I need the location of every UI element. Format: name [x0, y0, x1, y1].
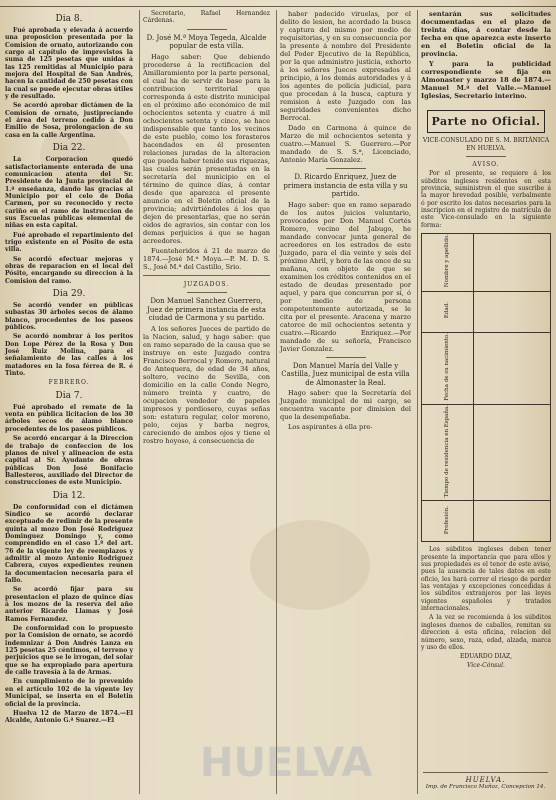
paragraph: A la vez se recomienda á los súbditos ingleses duenos de caballos, remitan su direccion á esta oficina, relacion del número, sexo, raza, edad, alzada, marca y uso de ellos. — [421, 614, 551, 651]
paragraph: A los señores Jueces de partido de la Nacion, salud, y hago saber: que en ramo separado de la causa que se instruye en este Juzgado contra Francisco Berrocal y Romero, natural de Antequera, de edad de 34 años, soltero, vecino de Sevilla, con domicilio en la calle Conde Negro, número treinta y cuatro, de ocupacion vendedor de papeles impresos y pordiosero, cuyas señas son: estatura regular, color moreno, pelo, cejas y barba negros, careciendo de ambos ojos y tiene el rostro hoyoso, á consecuencia de — [143, 324, 270, 445]
notice-heading: D. Ricardo Enriquez, Juez de primera instancia de esta villa y su partido. — [283, 173, 408, 198]
paragraph: Se acordó vender en públicas subastas 30 árboles secos de álamo blanco, procedentes de los paseos públicos. — [5, 302, 133, 332]
section-parte-no-oficial: Parte no Oficial. — [427, 110, 545, 133]
paragraph: Por el presente, se requiere á los súbditos ingleses residentes en esta provincia, suministren el que suscribe á la mayor brevedad posible, verbalmente ó por escrito los datos necesarios para la inscripcion en el registro de matrícula de este Vice-consulado en la siguiente forma: — [421, 170, 551, 229]
heading-day-7: Dia 7. — [55, 390, 83, 401]
paragraph: Secretario, Rafael Hernandez Cárdenas. — [143, 10, 270, 25]
separator — [143, 275, 270, 276]
heading-day-12: Dia 12. — [52, 490, 86, 501]
notice-heading: Don Manuel Sanchez Guerrero, Juez de primera instancia de esta ciudad de Carmona y su partido. — [147, 297, 266, 323]
registry-field: Edad. — [422, 291, 474, 332]
paragraph: Hago saber: que en ramo separado de los autos juicios voluntario, provocados por Don Manuel Cortés Romero, vecino del Jabugo, he mandado convocar junta general de acreedores en los estrados de este Juzgado, para el dia veinte y seis del próximo Abril, y hora de las once de su mañana, con objeto de que se examinen los créditos contenidos en el estado de deudas presentado por aquel, y para que concurran por sí, ó por medio de persona competentemente autorizada, se le cita por el presente. Aracena y marzo catorce de mil ochocientos setenta y cuatro.—Ricardo Enriquez.—Por mandado de su señoría, Francisco Javier Gonzalez. — [280, 200, 411, 353]
heading-day-8: Dia 8. — [55, 14, 83, 24]
paragraph: Y para la publicidad correspondiente se fija en Almonaster y marzo 18 de 1874.—Manuel M.ª del Valle.—Manuel Iglesias, Secretario interino. — [421, 60, 551, 100]
paragraph: Los súbditos ingleses deben tener presente la importancia que para ellos y sus propiedades es el tenor de este aviso, pues la ausencia de tales datos en este oficio, les hará correr el riesgo de perder las ventajas y excepciones concedidas á los súbditos extranjeros por las leyes vigentes españoles y tratados internacionales. — [421, 546, 551, 613]
registry-field: Profesión. — [422, 501, 474, 542]
heading-day-29: Dia 29. — [52, 289, 86, 299]
paragraph: En cumplimiento de lo prevenido en el artículo 102 de la vigente ley Municipal, se inserta en el Boletin oficial de la provincia. — [5, 678, 133, 708]
watermark: HUELVA — [200, 740, 373, 786]
imprint-city: HUELVA. — [465, 776, 506, 784]
paragraph: Se acordó nombrar á los peritos Don Lope Pérez de la Rosa y Don José Ruiz Molina, para el señalamiento de las calles á los matadores en la fosa férrea de R. é Tinto. — [5, 333, 133, 378]
separator — [423, 772, 548, 773]
paragraph: Se acordó fijar para su presentacion el plazo de quince días á los mozos de la reserva del año anterior Ricardo Llamas y José Ramos Fernandez. — [5, 586, 133, 623]
paragraph: Hago saber: Que debiendo procederse á la rectificacion del Amillaramiento por la parte personal, el cual ha de servir de base para la contribucion territorial que corresponda á este distrito municipal en el próximo año económico de mil ochocientos setenta y cuatro á mil ochocientos setenta y cinco, se hace indispensable que tanto los vecinos de este pueblo, como los forasteros hacendados en él presenten relaciones juradas de la alteracion que pueda haber tenido sus riquezas, las cuales serán presentadas en la secretaría del municipio en el término de quince días, á contar desde que aparezca el presente anuncio en el Boletin oficial de la provincia; advirtiéndoles á los que dejen de presentarlas, que no serán oidos de agravios, sin contar con los demas perjuicios á que se hagan acreedores. — [143, 52, 270, 245]
imprint-printer: Imp. de Francisco Muñoz, Concepcion 14. — [425, 784, 546, 790]
paragraph: Fué aprobada y elevada á acuerdo una proposicion presentada por la Comision de ornato, autorizando con cargo al capítulo de imprevistos la suma de 125 pesetas que unidas á las 125 remitidas al Municipio para mejora del Hospital de San Andrés, hacen la cantidad de 250 pesetas con la cual se puede ejecutar obras útiles y de resultado. — [5, 27, 133, 101]
column-1 — [2, 10, 136, 794]
separator — [466, 156, 506, 157]
column-4 — [417, 10, 554, 794]
paragraph: De conformidad con el dictámen Síndico se acordó declarar exceptuado de redimir de la presente quinta al mozo Don José Rodriguez Dominguez Domingo y, como comprendido en el caso 1.º del art. 76 de la vigente ley de reemplazos y admitir al mozo Antonio Rodriguez Cabrera, cuyos expedientes reunen la documentacion necesaria para el fallo. — [5, 503, 133, 584]
paragraph: sentarán sus solicitudes documentadas en el plazo de treinta días, á contar desde la fecha en que aparezca este inserto en el Boletin oficial de la provincia. — [421, 10, 551, 58]
paragraph: La Corporacion quedó satisfactoriamente enterada de una comunicacion atenta del Sr. Presidente de la Junta provincial de 1.ª enseñanza, dando las gracias al Municipio por el celo de Doña Carmen, por su reconocido y recto cariño en el ramo de instruccion de sus Escuelas públicas elemental de niñas en esta capital. — [5, 156, 133, 230]
separator — [187, 292, 227, 293]
column-2 — [139, 10, 273, 794]
top-rule — [0, 6, 556, 7]
paragraph: De conformidad con lo propuesto por la Comision de ornato, se acordó indemnizar á Don Andrés Lanza en 125 pesetas 25 céntimos, el terreno y perjuicios que se le irrogan, del solar que se ha expropiado para apertura de calle travesía á la de Armas. — [5, 625, 133, 677]
consul-signature: EDUARDO DIAZ, — [459, 653, 513, 661]
registry-field: Fecha de su nacimiento. — [422, 332, 474, 404]
paragraph: Se acordó aprobar dictámen de la Comision de ornato, justipreciando el área del terreno cedido á Don Emilio de Sosa, prolongacion de su casa en la calle Argentina. — [5, 102, 133, 139]
paragraph: Fuenteheridos á 21 de marzo de 1874.—José M.ª Moya.—P. M. D. S. S., José M.ª del Castillo, Srio. — [143, 246, 270, 271]
imprint-footer — [417, 772, 554, 790]
section-juzgados: JUZGADOS. — [183, 280, 230, 288]
separator — [187, 29, 227, 30]
notice-heading: Don Manuel María del Valle y Castilla, Juez municipal de esta villa de Almonaster la Real. — [281, 361, 410, 387]
paragraph: Se acordó efectuar mejoras y obras de reparacion en el local del Pósito, encargando su direccion á la Comision del ramo. — [5, 255, 133, 285]
registry-field: Nombre y apellido. — [422, 234, 474, 292]
paragraph: Hago saber: que la Secretaría del Juzgado municipal de mi cargo, se encuentra vacante por dimision del que la desempeñaba. — [280, 389, 411, 421]
paragraph: Fué aprobado el repartimiento del trigo existente en el Pósito de esta villa. — [5, 231, 133, 254]
heading-day-22: Dia 22. — [52, 143, 86, 154]
aviso-heading: AVISO. — [472, 161, 500, 168]
paragraph: Fué aprobado el remate de la venta en pública licitacion de los 30 árboles secos de álamo blanco procedentes de los paseos públicos. — [5, 403, 133, 433]
vice-consulate-heading: VICE-CONSULADO DE S. M. BRITÁNICA EN HUELVA. — [422, 137, 550, 152]
signature-line: Huelva 12 de Marzo de 1874.—El Alcalde, Antonio G.ª Suarez.—El — [5, 709, 133, 725]
paragraph: haber padecido viruelas, por el delito de lesion, he acordado la busca y captura del mismo por medio de requisitorias, y en su consecuencia por la presente á nombre del Presidente del Poder Ejecutivo de la República, por la que administro justicia, exhorto á los señores Jueces expresados al principio, á los demás autoridades y á los agentes de policía judicial, para que procedan á la busca, captura y remision á este Juzgado con las seguridades convenientes dicho Berrocal. — [280, 10, 411, 122]
separator — [326, 168, 366, 169]
separator — [326, 357, 366, 358]
paragraph: Dado en Carmona á quince de Marzo de mil ochocientos setenta y cuatro.—Manuel S. Guerrero.—Por mandado de S. S.ª, Licenciado, Antonio María Gonzalez. — [280, 124, 411, 164]
paragraph: Los aspirantes á ella pre- — [288, 423, 373, 431]
notice-heading: D. José M.ª Moya Tegeda, Alcalde popular de esta villa. — [146, 33, 267, 51]
registry-table — [421, 233, 551, 542]
consul-role: Vice-Cónsul. — [467, 661, 505, 669]
paragraph: Se acordó encargar á la Direccion de trabajo de confeccion de los planos de nivel y alineacion de esta capital al Sr. Ayudante de obras públicas Don José Bonifacio Ballesteros, auxiliado del Director de construcciones de este Municipio. — [5, 435, 133, 487]
registry-field: Tiempo de residencia en España. — [422, 404, 474, 501]
heading-month-febrero: FEBRERO. — [48, 379, 90, 387]
column-3 — [276, 10, 414, 794]
